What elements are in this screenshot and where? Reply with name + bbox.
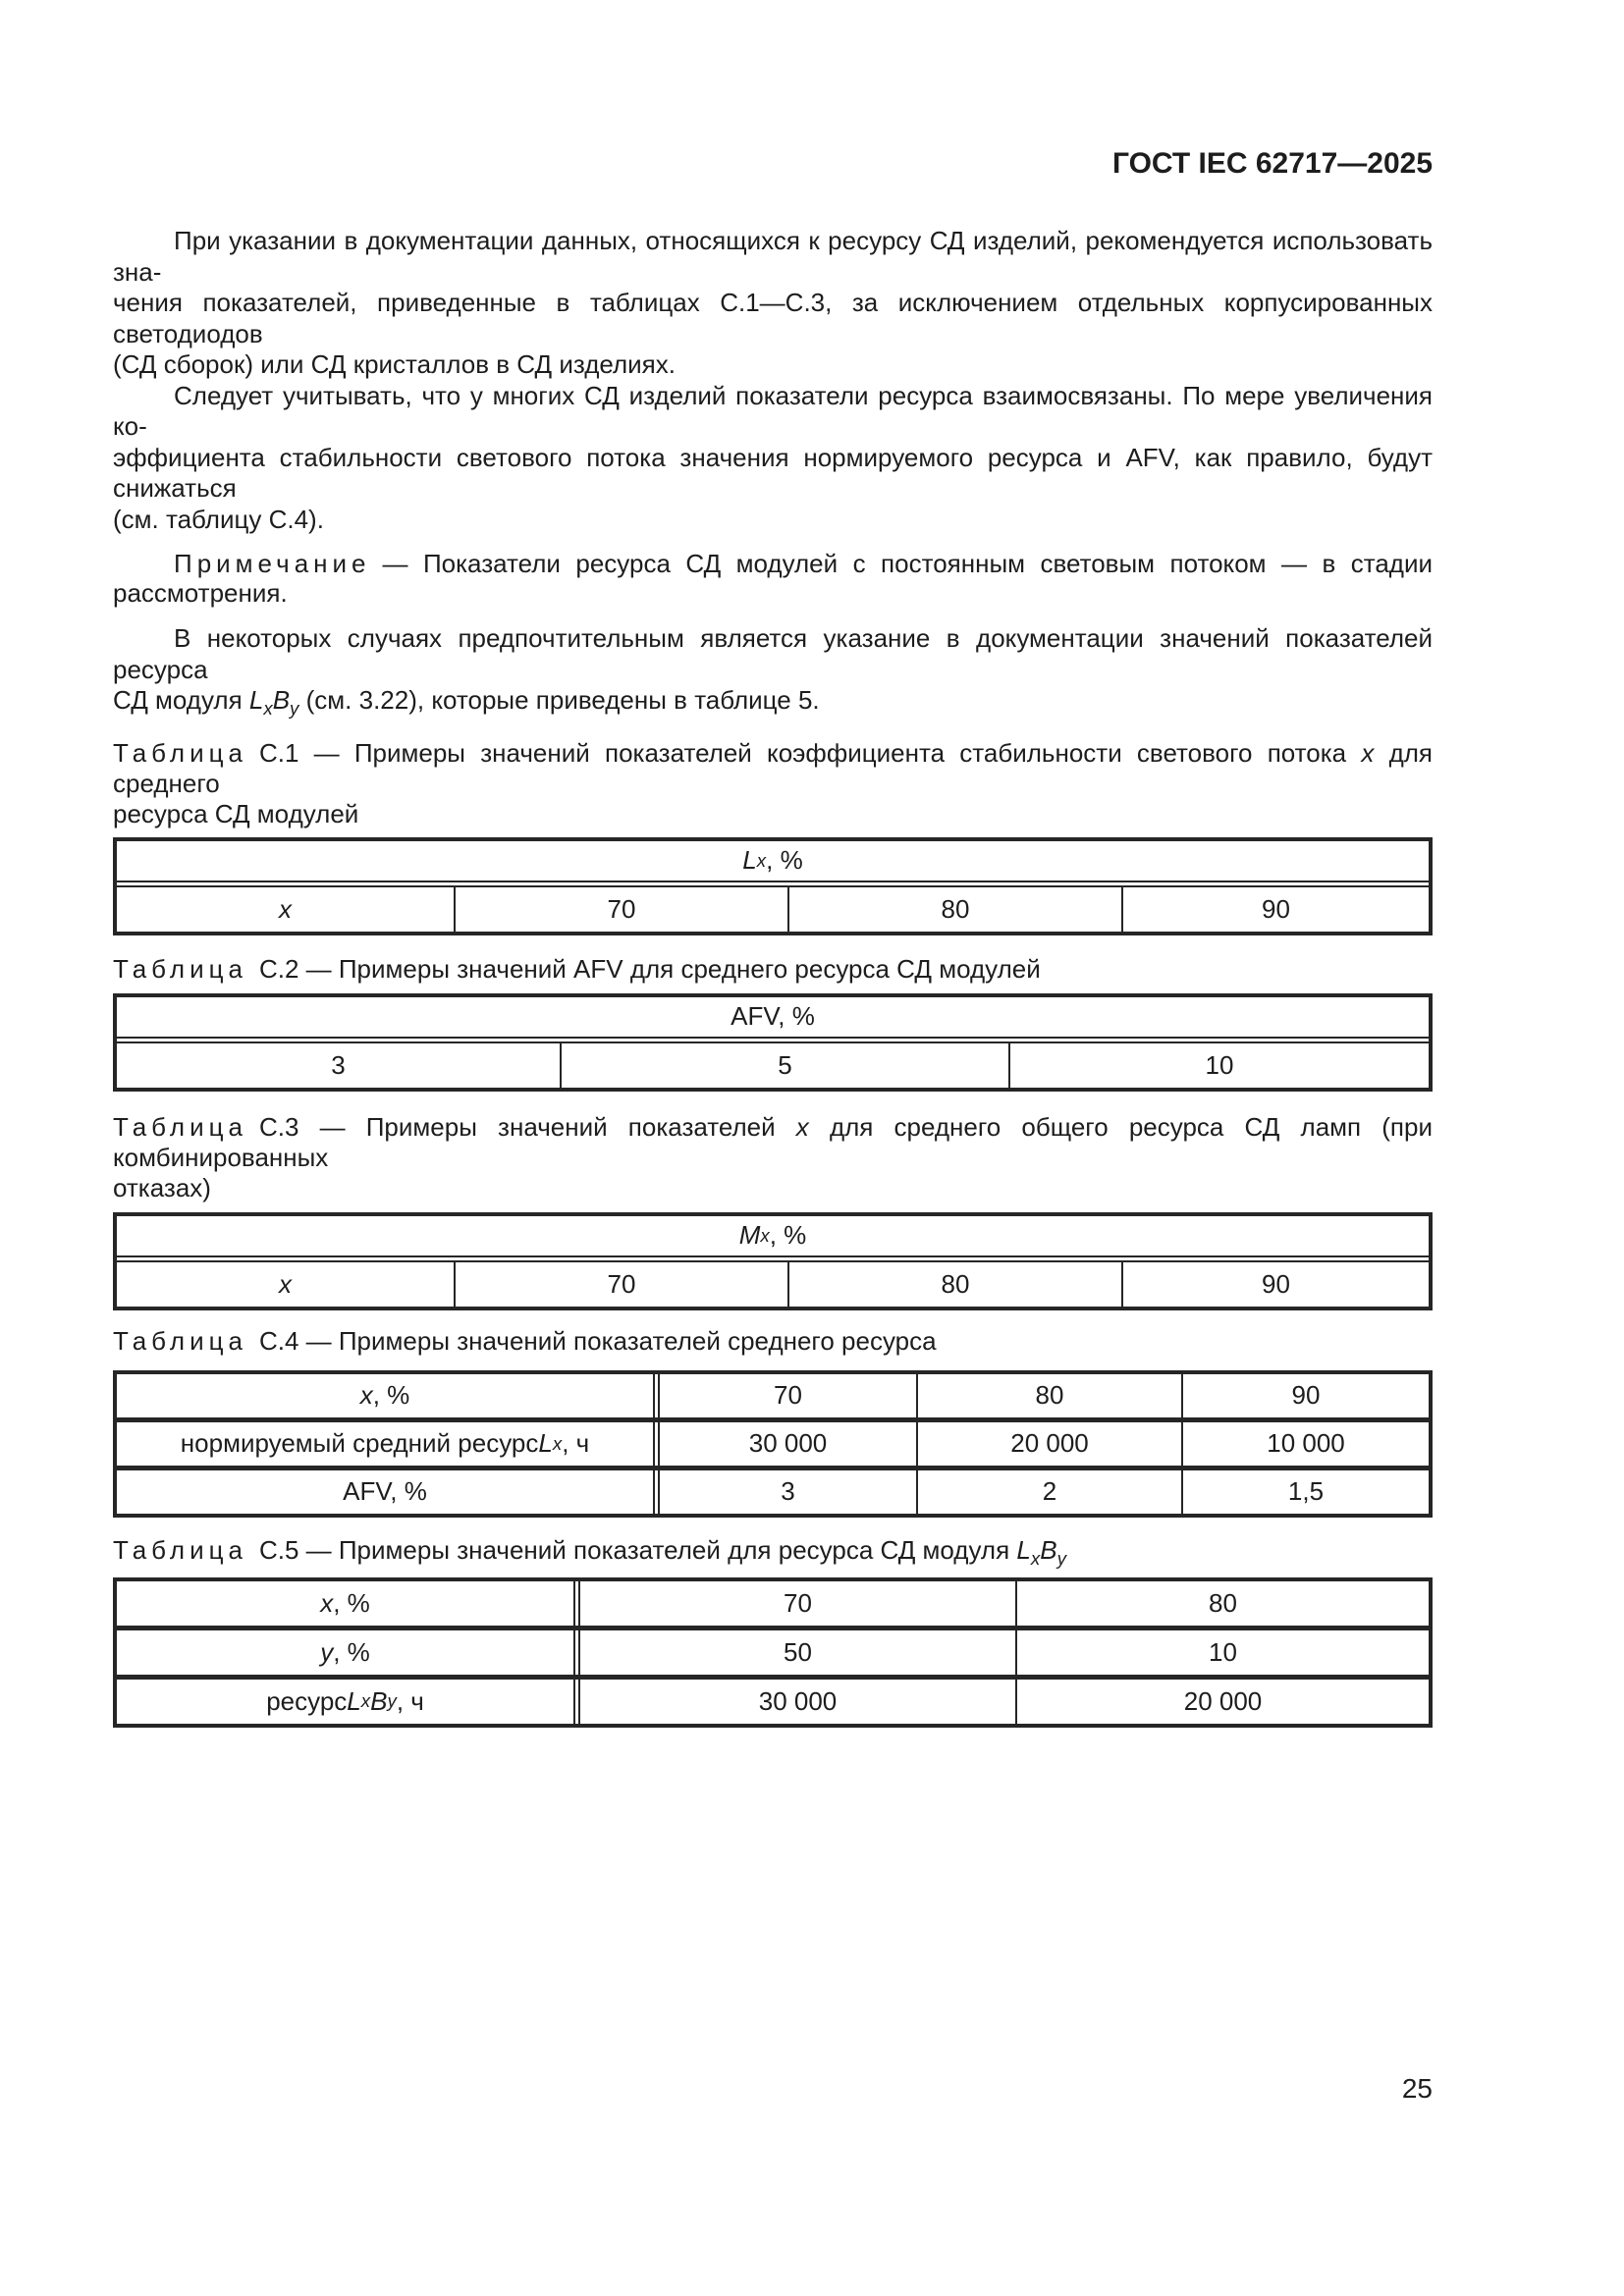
table-cell: 50 bbox=[573, 1630, 1015, 1675]
table-row bbox=[117, 1037, 1429, 1088]
table-row bbox=[117, 1581, 1429, 1626]
formula-var: x bbox=[279, 893, 292, 924]
formula-var: M bbox=[738, 1220, 761, 1250]
formula-sub: x bbox=[1030, 1547, 1041, 1569]
formula-var: x bbox=[359, 1380, 373, 1410]
table-cell: 70 bbox=[573, 1581, 1015, 1626]
table-c2-header-cell: AFV, % bbox=[731, 1001, 815, 1031]
table-c5-caption bbox=[113, 1534, 1433, 1569]
formula-var: B bbox=[1040, 1534, 1057, 1565]
formula-var: x bbox=[320, 1587, 334, 1618]
row-label-cell: нормируемый средний ресурс L x , ч bbox=[180, 1428, 590, 1458]
table-cell: 20 000 bbox=[1015, 1680, 1429, 1724]
table-cell: 1,5 bbox=[1181, 1470, 1429, 1514]
table-cell: 80 bbox=[1015, 1581, 1429, 1626]
text-line: При указании в документации данных, относящихся к ресурсу СД изделий, рекомендуется использовать зна- bbox=[113, 226, 1433, 287]
table-c2-caption bbox=[113, 954, 1433, 985]
text-line: чения показателей, приведенные в таблицах С.1—С.3, за исключением отдельных корпусированных светодиодов bbox=[113, 288, 1433, 348]
table-cell: 80 bbox=[787, 887, 1121, 932]
text-line bbox=[113, 954, 1433, 985]
table-c3 bbox=[113, 1212, 1433, 1310]
formula-var: x bbox=[279, 1268, 292, 1299]
row-label-cell bbox=[117, 1581, 573, 1626]
text-span: С.1 — Примеры значений показателей коэффициента стабильности светового потока bbox=[258, 737, 1362, 768]
table-c2 bbox=[113, 993, 1433, 1092]
text-span: для среднего общего ресурса СД ламп (при комбинированных bbox=[113, 1111, 1433, 1172]
table-cell: 80 bbox=[787, 1262, 1121, 1307]
caption-label: Таблица bbox=[113, 737, 247, 768]
text-line: ресурса СД модулей bbox=[113, 798, 359, 828]
row-label-cell bbox=[117, 1470, 653, 1514]
row-label-cell: ресурс L x B y , ч bbox=[266, 1685, 424, 1716]
paragraph-2 bbox=[113, 381, 1433, 536]
table-c4 bbox=[113, 1370, 1433, 1518]
text-span: (см. 3.22), которые приведены в таблице 5. bbox=[298, 685, 820, 715]
formula-var: y bbox=[320, 1636, 334, 1667]
text-span: С.5 — Примеры значений показателей для ресурса СД модуля bbox=[258, 1534, 1017, 1565]
formula-var: L bbox=[1016, 1534, 1031, 1565]
table-cell: 70 bbox=[653, 1374, 916, 1417]
formula-sub: y bbox=[1056, 1547, 1066, 1569]
text-line bbox=[113, 1326, 1433, 1357]
text-span: ресурс bbox=[266, 1685, 348, 1716]
table-cell: 70 bbox=[454, 1262, 787, 1307]
table-cell: 3 bbox=[653, 1470, 916, 1514]
table-row bbox=[117, 1374, 1429, 1417]
table-cell: 20 000 bbox=[916, 1422, 1181, 1466]
text-line: (см. таблицу С.4). bbox=[113, 504, 324, 534]
table-row bbox=[117, 1255, 1429, 1307]
text-span: , ч bbox=[562, 1428, 590, 1458]
table-row bbox=[117, 1626, 1429, 1675]
text-span: , % bbox=[372, 1380, 410, 1410]
formula-var: x bbox=[795, 1111, 809, 1142]
text-line bbox=[113, 1112, 1433, 1173]
text-line: Следует учитывать, что у многих СД изделий показатели ресурса взаимосвязаны. По мере увеличения ко- bbox=[113, 380, 1433, 441]
text-span: , ч bbox=[396, 1685, 424, 1716]
formula-var: L bbox=[347, 1685, 361, 1716]
text-span: , % bbox=[769, 1220, 807, 1250]
text-span: для среднего bbox=[113, 737, 1433, 798]
table-c3-caption bbox=[113, 1112, 1433, 1203]
table-cell bbox=[117, 1262, 454, 1307]
table-cell: 30 000 bbox=[573, 1680, 1015, 1724]
text-line bbox=[113, 1534, 1433, 1569]
table-row bbox=[117, 1675, 1429, 1724]
table-c3-header-cell: M x , % bbox=[738, 1220, 807, 1250]
text-span: , % bbox=[333, 1587, 370, 1618]
row-label-cell bbox=[117, 1374, 653, 1417]
text-span: С.4 — Примеры значений показателей среднего ресурса bbox=[258, 1325, 937, 1356]
running-header: ГОСТ IEC 62717—2025 bbox=[1111, 147, 1433, 180]
caption-label: Таблица bbox=[113, 1534, 247, 1565]
formula-var: L bbox=[742, 845, 757, 875]
table-cell: 3 bbox=[331, 1049, 346, 1080]
table-cell: 80 bbox=[916, 1374, 1181, 1417]
text-line: В некоторых случаях предпочтительным является указание в документации значений показателей ресурса bbox=[113, 623, 1433, 684]
text-line: (СД сборок) или СД кристаллов в СД изделиях. bbox=[113, 349, 676, 379]
table-cell: 70 bbox=[454, 887, 787, 932]
text-span: AFV, % bbox=[343, 1476, 427, 1506]
table-c5 bbox=[113, 1577, 1433, 1728]
text-span: С.3 — Примеры значений показателей bbox=[258, 1111, 796, 1142]
note-label: Примечание bbox=[174, 549, 371, 578]
text-line bbox=[113, 738, 1433, 799]
table-cell: 5 bbox=[560, 1043, 1008, 1088]
table-c1 bbox=[113, 837, 1433, 935]
table-cell: 10 000 bbox=[1181, 1422, 1429, 1466]
note-text: — Показатели ресурса СД модулей с постоянным световым потоком — в стадии bbox=[382, 549, 1433, 578]
formula-var: B bbox=[272, 685, 291, 715]
text-span: СД модуля bbox=[113, 685, 249, 715]
row-label-cell bbox=[117, 1630, 573, 1675]
text-line bbox=[113, 685, 1433, 717]
text-span: , % bbox=[333, 1636, 370, 1667]
table-cell bbox=[117, 887, 454, 932]
table-cell: 2 bbox=[916, 1470, 1181, 1514]
text-span: С.2 — Примеры значений AFV для среднего ресурса СД модулей bbox=[258, 953, 1041, 984]
table-cell: 30 000 bbox=[653, 1422, 916, 1466]
table-cell: 10 bbox=[1008, 1043, 1429, 1088]
table-cell: 10 bbox=[1015, 1630, 1429, 1675]
page-content bbox=[113, 0, 1433, 1728]
table-c1-header-cell: L x , % bbox=[742, 845, 803, 875]
note-block bbox=[113, 549, 1433, 608]
page-number: 25 bbox=[1401, 2073, 1433, 2104]
text-line: рассмотрения. bbox=[113, 578, 288, 608]
paragraph-3 bbox=[113, 623, 1433, 717]
formula-var: L bbox=[248, 685, 264, 715]
table-row bbox=[117, 881, 1429, 932]
table-row bbox=[117, 1466, 1429, 1514]
table-cell: 90 bbox=[1121, 1262, 1429, 1307]
table-cell: 90 bbox=[1121, 887, 1429, 932]
text-line bbox=[113, 549, 1433, 578]
table-cell: 90 bbox=[1181, 1374, 1429, 1417]
caption-label: Таблица bbox=[113, 953, 247, 984]
text-span: нормируемый средний ресурс bbox=[180, 1428, 539, 1458]
caption-label: Таблица bbox=[113, 1325, 247, 1356]
table-row bbox=[117, 1417, 1429, 1466]
formula-sub: x bbox=[263, 698, 273, 719]
formula-sub: y bbox=[290, 698, 299, 719]
formula-var: L bbox=[538, 1428, 553, 1458]
caption-label: Таблица bbox=[113, 1111, 247, 1142]
text-line: эффициента стабильности светового потока значения нормируемого ресурса и AFV, как правило, будут снижаться bbox=[113, 442, 1433, 503]
table-c4-caption bbox=[113, 1326, 1433, 1357]
formula-var: x bbox=[1361, 737, 1375, 768]
table-c1-caption bbox=[113, 738, 1433, 829]
paragraph-1 bbox=[113, 226, 1433, 381]
text-line: отказах) bbox=[113, 1172, 211, 1202]
formula-var: B bbox=[370, 1685, 388, 1716]
text-span: , % bbox=[766, 845, 803, 875]
